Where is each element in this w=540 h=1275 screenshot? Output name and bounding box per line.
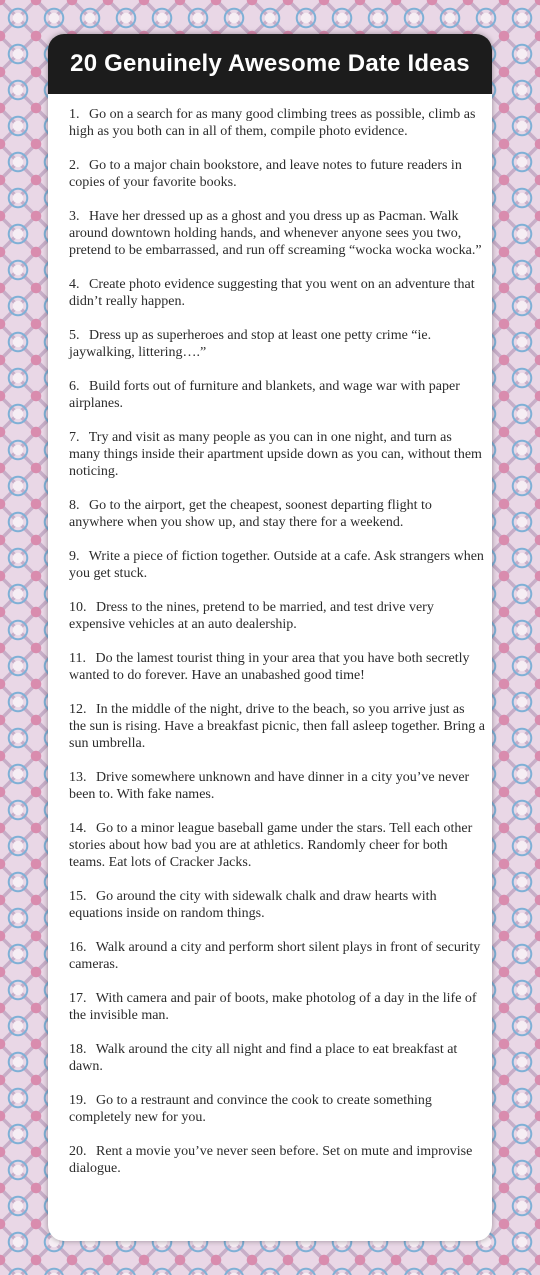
item-text: Walk around the city all night and find a place to eat breakfast at dawn. (69, 1042, 458, 1074)
item-number: 1. (69, 107, 80, 122)
item-text: In the middle of the night, drive to the beach, so you arrive just as the sun is rising. Have a breakfast picnic, then fall asleep together. Bring a sun umbrella. (69, 702, 485, 751)
item-number: 7. (69, 430, 80, 445)
list-item (69, 939, 485, 973)
item-text: Rent a movie you’ve never seen before. Set on mute and improvise dialogue. (69, 1144, 473, 1176)
item-text: Write a piece of fiction together. Outside at a cafe. Ask strangers when you get stuck. (69, 549, 484, 581)
page-title: 20 Genuinely Awesome Date Ideas (48, 34, 492, 94)
list-item (69, 650, 485, 684)
item-number: 13. (69, 770, 87, 785)
item-number: 3. (69, 209, 80, 224)
list-item (69, 769, 485, 803)
item-number: 5. (69, 328, 80, 343)
item-number: 15. (69, 889, 87, 904)
list-item (69, 429, 485, 480)
item-text: Dress to the nines, pretend to be married, and test drive very expensive vehicles at an auto dealership. (69, 600, 434, 632)
item-text: Create photo evidence suggesting that you went on an adventure that didn’t really happen. (69, 277, 475, 309)
list-item (69, 599, 485, 633)
list-item (69, 990, 485, 1024)
list-item (69, 327, 485, 361)
date-ideas-list (69, 106, 485, 1194)
item-text: Go on a search for as many good climbing trees as possible, climb as high as you both can in all of them, compile photo evidence. (69, 107, 476, 139)
item-number: 18. (69, 1042, 87, 1057)
item-text: Dress up as superheroes and stop at least one petty crime “ie. jaywalking, littering….” (69, 328, 432, 360)
item-text: Try and visit as many people as you can in one night, and turn as many things inside their apartment upside down as you can, without them noticing. (69, 430, 482, 479)
item-text: Go to a minor league baseball game under the stars. Tell each other stories about how bad you are at athletics. Randomly cheer for both teams. Eat lots of Cracker Jacks. (69, 821, 473, 870)
item-text: With camera and pair of boots, make photolog of a day in the life of the invisible man. (69, 991, 477, 1023)
list-item (69, 276, 485, 310)
list-item (69, 1041, 485, 1075)
list-item (69, 157, 485, 191)
item-text: Build forts out of furniture and blankets, and wage war with paper airplanes. (69, 379, 460, 411)
item-number: 20. (69, 1144, 87, 1159)
list-item (69, 378, 485, 412)
item-number: 10. (69, 600, 87, 615)
item-text: Drive somewhere unknown and have dinner in a city you’ve never been to. With fake names. (69, 770, 470, 802)
item-number: 2. (69, 158, 80, 173)
item-number: 17. (69, 991, 87, 1006)
item-text: Do the lamest tourist thing in your area that you have both secretly wanted to do forever. Have an unabashed good time! (69, 651, 470, 683)
list-item (69, 548, 485, 582)
list-item (69, 701, 485, 752)
list-item (69, 820, 485, 871)
content-card (48, 34, 492, 1241)
list-item (69, 106, 485, 140)
item-text: Go around the city with sidewalk chalk and draw hearts with equations inside on random things. (69, 889, 437, 921)
item-number: 8. (69, 498, 80, 513)
item-number: 14. (69, 821, 87, 836)
item-text: Go to a restraunt and convince the cook to create something completely new for you. (69, 1093, 432, 1125)
list-item (69, 208, 485, 259)
item-number: 12. (69, 702, 87, 717)
item-number: 11. (69, 651, 86, 666)
list-item (69, 1143, 485, 1177)
item-number: 16. (69, 940, 87, 955)
list-item (69, 497, 485, 531)
item-text: Walk around a city and perform short silent plays in front of security cameras. (69, 940, 481, 972)
item-number: 9. (69, 549, 80, 564)
item-number: 6. (69, 379, 80, 394)
item-number: 19. (69, 1093, 87, 1108)
item-text: Go to the airport, get the cheapest, soonest departing flight to anywhere when you show up, and stay there for a weekend. (69, 498, 432, 530)
item-text: Have her dressed up as a ghost and you dress up as Pacman. Walk around downtown holding hands, and whenever anyone sees you two, pretend to be embarrassed, and run off screaming “wocka wocka wocka.” (69, 209, 482, 258)
list-item (69, 1092, 485, 1126)
list-item (69, 888, 485, 922)
item-number: 4. (69, 277, 80, 292)
item-text: Go to a major chain bookstore, and leave notes to future readers in copies of your favorite books. (69, 158, 462, 190)
